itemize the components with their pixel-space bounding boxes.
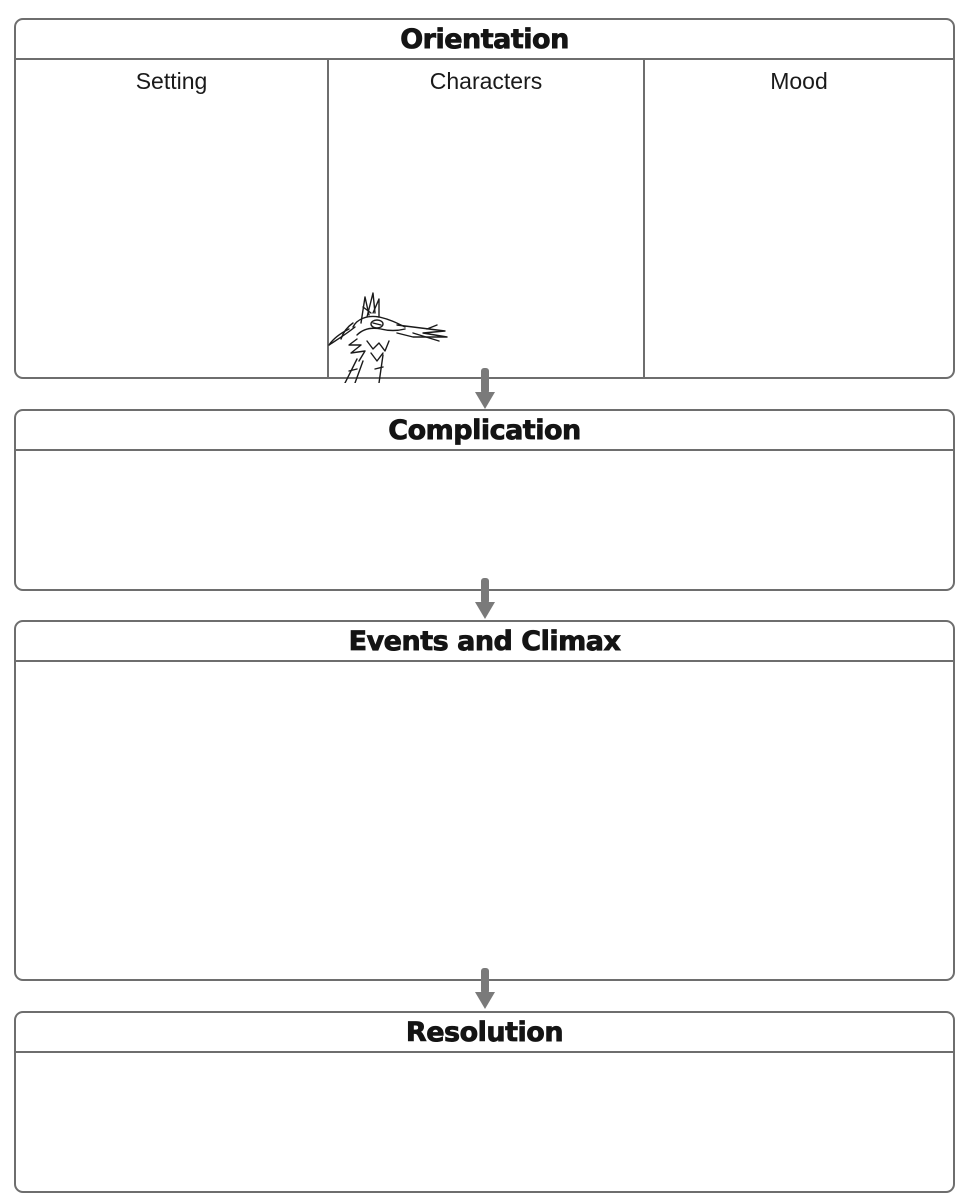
complication-title: Complication bbox=[388, 414, 581, 446]
complication-panel bbox=[14, 409, 955, 591]
resolution-panel bbox=[14, 1011, 955, 1193]
complication-header bbox=[16, 411, 953, 451]
mood-label: Mood bbox=[770, 68, 828, 94]
resolution-header bbox=[16, 1013, 953, 1053]
setting-label: Setting bbox=[135, 68, 208, 94]
events-panel bbox=[14, 620, 955, 981]
mood-column[interactable] bbox=[643, 60, 953, 377]
down-arrow-icon bbox=[473, 578, 497, 620]
orientation-header bbox=[16, 20, 953, 60]
down-arrow-icon bbox=[473, 968, 497, 1010]
resolution-body[interactable] bbox=[16, 1053, 953, 1191]
events-title: Events and Climax bbox=[348, 625, 621, 657]
events-header bbox=[16, 622, 953, 662]
bird-sketch-icon bbox=[327, 283, 452, 383]
orientation-panel bbox=[14, 18, 955, 379]
events-body[interactable] bbox=[16, 662, 953, 979]
resolution-title: Resolution bbox=[405, 1016, 564, 1048]
characters-label: Characters bbox=[429, 68, 543, 94]
characters-column[interactable] bbox=[327, 60, 643, 377]
setting-column[interactable] bbox=[16, 60, 327, 377]
orientation-title: Orientation bbox=[400, 23, 569, 55]
complication-body[interactable] bbox=[16, 451, 953, 589]
orientation-body bbox=[16, 60, 953, 377]
down-arrow-icon bbox=[473, 368, 497, 410]
